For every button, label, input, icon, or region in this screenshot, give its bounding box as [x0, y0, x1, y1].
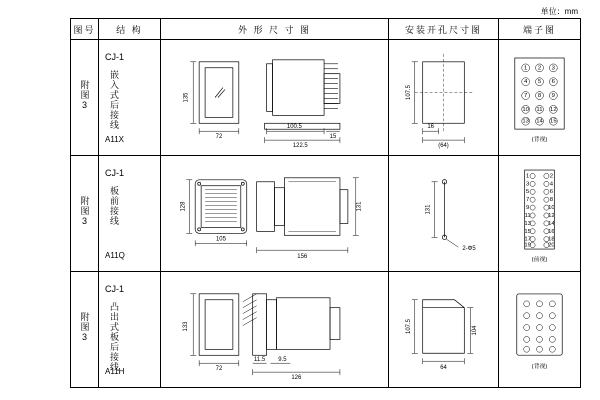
mounting-drawing-3: [389, 272, 498, 387]
cell-mounting-2: [389, 156, 499, 272]
structure-label-3: 凸出式板后接线: [109, 302, 119, 372]
fig-no-label-2: 附图3: [79, 195, 90, 227]
dim-135: 135: [183, 92, 190, 103]
dim-104: 104: [472, 325, 479, 336]
svg-text:8: 8: [537, 93, 542, 100]
svg-text:5: 5: [525, 189, 530, 196]
cell-outline-2: [161, 156, 389, 272]
svg-text:16: 16: [548, 228, 555, 235]
terminal-drawing-2: [499, 156, 580, 271]
svg-text:8: 8: [549, 197, 554, 204]
model-label-1: CJ-1: [105, 52, 125, 62]
svg-text:13: 13: [524, 220, 531, 227]
dim-64: (64): [438, 143, 449, 150]
code-label-1: A11X: [105, 135, 124, 144]
svg-text:10: 10: [548, 205, 555, 212]
header-structure: 结 构: [99, 19, 161, 40]
cell-mounting-3: [389, 272, 499, 388]
structure-label-2: 板前接线: [109, 186, 119, 226]
svg-text:4: 4: [549, 181, 554, 188]
spec-table: [70, 18, 581, 388]
svg-text:9: 9: [525, 205, 530, 212]
svg-text:1: 1: [525, 173, 530, 180]
dim-2-d5: 2-Φ5: [462, 246, 476, 253]
svg-text:5: 5: [537, 79, 542, 86]
svg-text:20: 20: [548, 242, 555, 249]
dim-133: 133: [183, 321, 190, 332]
dim-72: 72: [215, 134, 223, 141]
outline-drawing-2: [161, 156, 388, 271]
svg-text:15: 15: [524, 228, 531, 235]
dim-131: 131: [356, 201, 363, 212]
cell-terminal-3: [499, 272, 581, 388]
svg-text:18: 18: [548, 236, 555, 243]
dim-72b: 72: [215, 366, 223, 373]
outline-drawing-1: [161, 40, 388, 155]
terminal-drawing-1: [499, 40, 580, 155]
table-header-row: [71, 19, 581, 40]
dim-128: 128: [180, 201, 187, 212]
dim-11-5: 11.5: [254, 357, 266, 364]
svg-text:2: 2: [537, 65, 542, 72]
code-label-2: A11Q: [105, 251, 125, 260]
svg-text:6: 6: [549, 189, 554, 196]
dim-122-5: 122.5: [292, 143, 308, 150]
fig-no-label-3: 附图3: [79, 311, 90, 343]
mounting-drawing-1: [389, 40, 498, 155]
svg-text:14: 14: [536, 118, 543, 125]
cell-terminal-2: [499, 156, 581, 272]
dim-16: 16: [427, 124, 434, 131]
model-label-3: CJ-1: [105, 284, 125, 294]
terminal-note-3: (背视): [531, 364, 548, 371]
dim-156: 156: [297, 254, 308, 261]
cell-fig-no-2: [71, 156, 99, 272]
cell-mounting-1: [389, 40, 499, 156]
dim-107-5b: 107.5: [405, 319, 412, 334]
table-row: [71, 40, 581, 156]
svg-text:6: 6: [551, 79, 555, 86]
svg-text:3: 3: [551, 65, 555, 72]
svg-text:14: 14: [548, 220, 555, 227]
header-outline: 外 形 尺 寸 图: [161, 19, 389, 40]
svg-text:15: 15: [550, 118, 557, 125]
code-label-3: A11H: [105, 367, 125, 376]
dim-131-mount: 131: [425, 204, 432, 215]
dim-126: 126: [291, 375, 302, 382]
header-terminal: 端子图: [499, 19, 581, 40]
cell-outline-1: [161, 40, 389, 156]
header-fig-no: 图号: [71, 19, 99, 40]
cell-terminal-1: [499, 40, 581, 156]
dim-107-5: 107.5: [405, 85, 412, 100]
svg-text:12: 12: [548, 212, 555, 219]
dim-105: 105: [216, 236, 226, 243]
table-row: [71, 272, 581, 388]
cell-structure-2: [99, 156, 161, 272]
svg-text:2: 2: [549, 173, 554, 180]
cell-outline-3: [161, 272, 389, 388]
svg-text:7: 7: [525, 197, 530, 204]
cell-fig-no-1: [71, 40, 99, 156]
dim-64b: 64: [440, 365, 447, 372]
svg-text:11: 11: [536, 106, 543, 113]
cell-fig-no-3: [71, 272, 99, 388]
terminal-drawing-3: [499, 272, 580, 387]
svg-text:17: 17: [524, 236, 531, 243]
svg-text:1: 1: [524, 65, 528, 72]
table-row: [71, 156, 581, 272]
svg-text:13: 13: [522, 118, 529, 125]
mounting-drawing-2: [389, 156, 498, 271]
outline-drawing-3: [161, 272, 388, 387]
dim-100-5: 100.5: [286, 124, 302, 131]
svg-text:9: 9: [551, 93, 555, 100]
dim-15: 15: [329, 134, 337, 141]
model-label-2: CJ-1: [105, 168, 125, 178]
cell-structure-1: [99, 40, 161, 156]
svg-text:19: 19: [524, 242, 531, 249]
svg-text:12: 12: [550, 106, 557, 113]
structure-label-1: 嵌入式后接线: [109, 70, 119, 130]
svg-text:11: 11: [524, 212, 531, 219]
svg-text:10: 10: [522, 106, 529, 113]
unit-note: 单位：mm: [540, 7, 578, 16]
cell-structure-3: [99, 272, 161, 388]
header-mounting: 安装开孔尺寸图: [389, 19, 499, 40]
fig-no-label-1: 附图3: [79, 79, 90, 111]
terminal-note-1: (背视): [531, 136, 548, 143]
dim-9-5: 9.5: [278, 357, 287, 364]
svg-text:7: 7: [524, 93, 528, 100]
svg-text:3: 3: [525, 181, 530, 188]
svg-text:4: 4: [524, 79, 528, 86]
terminal-note-2: (前视): [531, 256, 548, 263]
